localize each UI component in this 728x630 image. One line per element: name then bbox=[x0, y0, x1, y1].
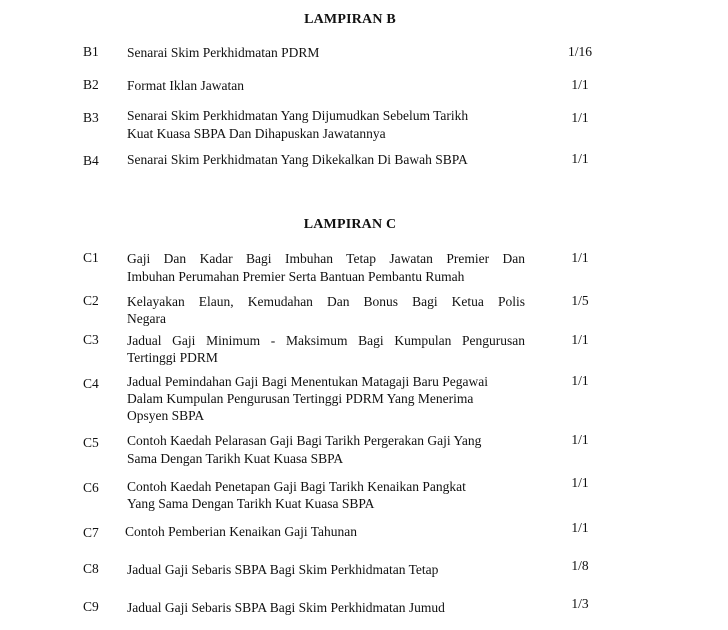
item-code: C7 bbox=[83, 525, 99, 540]
item-description bbox=[127, 599, 525, 617]
item-description bbox=[125, 523, 523, 541]
item-description-line: Format Iklan Jawatan bbox=[127, 78, 244, 93]
item-page-count: 1/5 bbox=[571, 293, 589, 308]
item-code: C3 bbox=[83, 332, 99, 347]
item-page-count: 1/1 bbox=[571, 432, 589, 447]
item-page-count: 1/8 bbox=[571, 558, 589, 573]
item-code: C8 bbox=[83, 561, 99, 576]
item-description bbox=[127, 77, 525, 95]
item-description-line: Jadual Gaji Sebaris SBPA Bagi Skim Perkhidmatan Jumud bbox=[127, 600, 445, 615]
item-page-count: 1/1 bbox=[571, 77, 589, 92]
item-page-count: 1/1 bbox=[571, 250, 589, 265]
item-page-count: 1/1 bbox=[571, 373, 589, 388]
item-description-line: Senarai Skim Perkhidmatan Yang Dijumudkan Sebelum Tarikh bbox=[127, 108, 469, 123]
item-code: B3 bbox=[83, 110, 99, 125]
item-description-line: Opsyen SBPA bbox=[127, 408, 205, 423]
item-code: B1 bbox=[83, 44, 99, 59]
item-description-line: Negara bbox=[127, 311, 166, 326]
item-description bbox=[127, 373, 525, 424]
item-description-line: Contoh Kaedah Penetapan Gaji Bagi Tarikh Kenaikan Pangkat bbox=[127, 479, 466, 494]
item-page-count: 1/1 bbox=[571, 520, 589, 535]
item-code: C6 bbox=[83, 480, 99, 495]
item-description-line: Jadual Gaji Sebaris SBPA Bagi Skim Perkhidmatan Tetap bbox=[127, 562, 439, 577]
item-description-line: Jadual Pemindahan Gaji Bagi Menentukan Matagaji Baru Pegawai bbox=[127, 374, 489, 389]
item-code: C5 bbox=[83, 435, 99, 450]
item-description-line: Tertinggi PDRM bbox=[127, 350, 218, 365]
item-description-line: Kuat Kuasa SBPA Dan Dihapuskan Jawatannya bbox=[127, 126, 386, 141]
item-description bbox=[127, 107, 525, 143]
item-description-line: Senarai Skim Perkhidmatan Yang Dikekalkan Di Bawah SBPA bbox=[127, 152, 468, 167]
item-code: C9 bbox=[83, 599, 99, 614]
item-description bbox=[127, 44, 525, 62]
item-description-line: Kelayakan Elaun, Kemudahan Dan Bonus Bagi Ketua Polis bbox=[127, 294, 525, 309]
item-description-line: Contoh Kaedah Pelarasan Gaji Bagi Tarikh Pergerakan Gaji Yang bbox=[127, 433, 482, 448]
item-description-line: Dalam Kumpulan Pengurusan Tertinggi PDRM Yang Menerima bbox=[127, 391, 474, 406]
item-description-line: Imbuhan Perumahan Premier Serta Bantuan Pembantu Rumah bbox=[127, 269, 465, 284]
item-description-line: Sama Dengan Tarikh Kuat Kuasa SBPA bbox=[127, 451, 344, 466]
item-page-count: 1/3 bbox=[571, 596, 589, 611]
item-description bbox=[127, 478, 525, 512]
item-code: C1 bbox=[83, 250, 99, 265]
item-description bbox=[127, 250, 525, 286]
item-description-line: Gaji Dan Kadar Bagi Imbuhan Tetap Jawatan Premier Dan bbox=[127, 251, 525, 266]
item-description bbox=[127, 151, 525, 169]
item-page-count: 1/1 bbox=[571, 151, 589, 166]
item-code: C4 bbox=[83, 376, 99, 391]
item-description-line: Senarai Skim Perkhidmatan PDRM bbox=[127, 45, 320, 60]
item-description bbox=[127, 561, 525, 579]
item-description bbox=[127, 432, 525, 468]
item-description-line: Jadual Gaji Minimum - Maksimum Bagi Kumpulan Pengurusan bbox=[127, 333, 525, 348]
item-page-count: 1/16 bbox=[567, 44, 592, 59]
item-code: B4 bbox=[83, 153, 99, 168]
item-description-line: Yang Sama Dengan Tarikh Kuat Kuasa SBPA bbox=[127, 496, 375, 511]
section-heading-lampiran-c: LAMPIRAN C bbox=[303, 217, 397, 232]
item-page-count: 1/1 bbox=[571, 475, 589, 490]
item-description bbox=[127, 332, 525, 366]
section-heading-lampiran-b: LAMPIRAN B bbox=[304, 12, 396, 27]
item-page-count: 1/1 bbox=[571, 332, 589, 347]
item-description-line: Contoh Pemberian Kenaikan Gaji Tahunan bbox=[125, 524, 357, 539]
item-code: B2 bbox=[83, 77, 99, 92]
item-page-count: 1/1 bbox=[571, 110, 589, 125]
item-code: C2 bbox=[83, 293, 99, 308]
item-description bbox=[127, 293, 525, 327]
